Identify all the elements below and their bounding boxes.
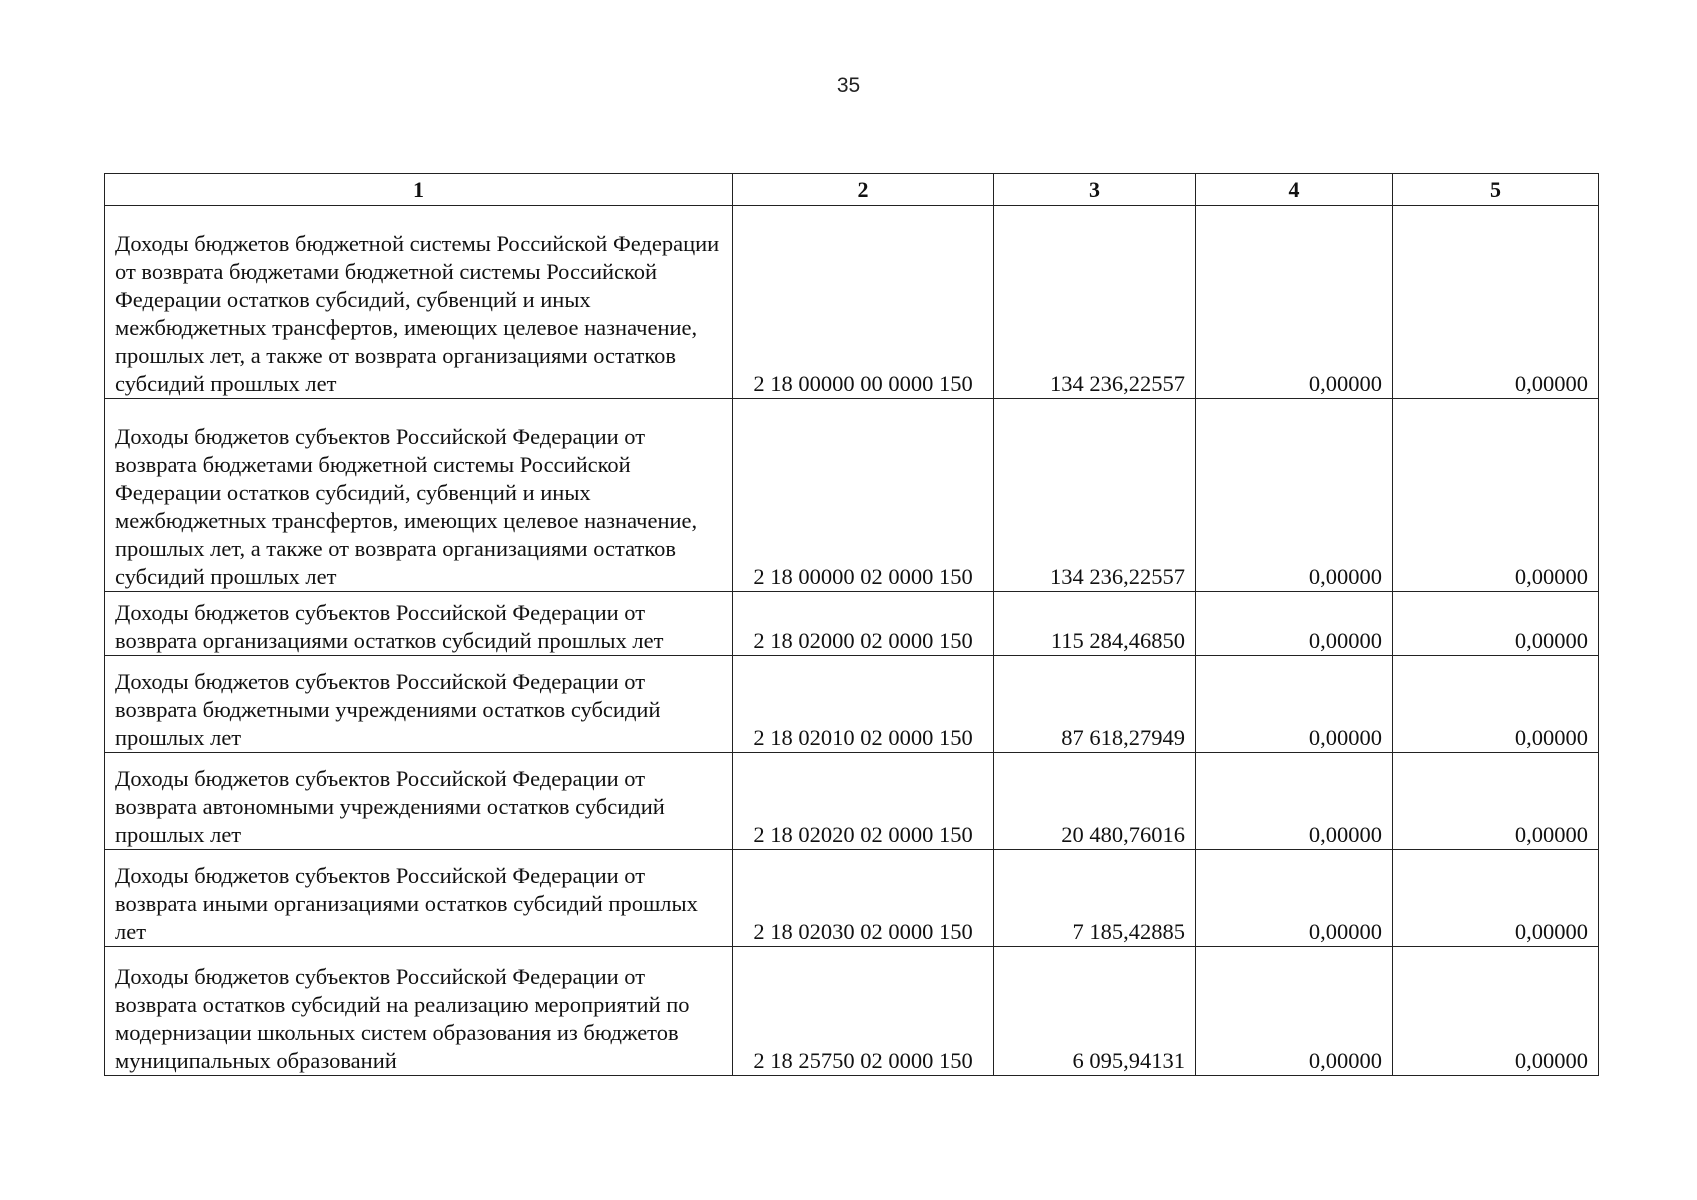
column-header-3: 3 xyxy=(994,174,1196,206)
amount-col5: 0,00000 xyxy=(1393,592,1599,656)
revenue-name: Доходы бюджетов бюджетной системы Российской Федерации от возврата бюджетами бюджетной системы Российской Федерации остатков субсидий, субвенций и иных межбюджетных трансфертов, имеющих целевое назначение, прошлых лет, а также от возврата организациями остатков субсидий прошлых лет xyxy=(105,206,733,399)
table-row xyxy=(105,850,1599,947)
amount-col3: 6 095,94131 xyxy=(994,947,1196,1076)
table-row xyxy=(105,947,1599,1076)
budget-classification-code: 2 18 02000 02 0000 150 xyxy=(733,592,994,656)
budget-classification-code: 2 18 02010 02 0000 150 xyxy=(733,656,994,753)
column-header-4: 4 xyxy=(1196,174,1393,206)
page-number: 35 xyxy=(836,74,861,97)
table-row xyxy=(105,656,1599,753)
amount-col3: 20 480,76016 xyxy=(994,753,1196,850)
amount-col5: 0,00000 xyxy=(1393,947,1599,1076)
amount-col4: 0,00000 xyxy=(1196,399,1393,592)
table-row xyxy=(105,753,1599,850)
budget-revenue-table xyxy=(104,173,1599,1076)
amount-col3: 7 185,42885 xyxy=(994,850,1196,947)
budget-classification-code: 2 18 00000 02 0000 150 xyxy=(733,399,994,592)
revenue-name: Доходы бюджетов субъектов Российской Федерации от возврата автономными учреждениями остатков субсидий прошлых лет xyxy=(105,753,733,850)
column-header-2: 2 xyxy=(733,174,994,206)
amount-col5: 0,00000 xyxy=(1393,656,1599,753)
budget-classification-code: 2 18 02030 02 0000 150 xyxy=(733,850,994,947)
table-row xyxy=(105,399,1599,592)
revenue-name: Доходы бюджетов субъектов Российской Федерации от возврата бюджетными учреждениями остатков субсидий прошлых лет xyxy=(105,656,733,753)
table-row xyxy=(105,206,1599,399)
amount-col4: 0,00000 xyxy=(1196,850,1393,947)
amount-col4: 0,00000 xyxy=(1196,206,1393,399)
amount-col5: 0,00000 xyxy=(1393,753,1599,850)
amount-col3: 134 236,22557 xyxy=(994,399,1196,592)
revenue-name: Доходы бюджетов субъектов Российской Федерации от возврата остатков субсидий на реализацию мероприятий по модернизации школьных систем образования из бюджетов муниципальных образований xyxy=(105,947,733,1076)
amount-col3: 115 284,46850 xyxy=(994,592,1196,656)
column-header-1: 1 xyxy=(105,174,733,206)
budget-classification-code: 2 18 02020 02 0000 150 xyxy=(733,753,994,850)
amount-col5: 0,00000 xyxy=(1393,850,1599,947)
column-header-5: 5 xyxy=(1393,174,1599,206)
amount-col3: 87 618,27949 xyxy=(994,656,1196,753)
amount-col4: 0,00000 xyxy=(1196,753,1393,850)
revenue-name: Доходы бюджетов субъектов Российской Федерации от возврата бюджетами бюджетной системы Российской Федерации остатков субсидий, субвенций и иных межбюджетных трансфертов, имеющих целевое назначение, прошлых лет, а также от возврата организациями остатков субсидий прошлых лет xyxy=(105,399,733,592)
amount-col5: 0,00000 xyxy=(1393,399,1599,592)
budget-classification-code: 2 18 25750 02 0000 150 xyxy=(733,947,994,1076)
table-row xyxy=(105,592,1599,656)
amount-col3: 134 236,22557 xyxy=(994,206,1196,399)
amount-col4: 0,00000 xyxy=(1196,656,1393,753)
revenue-name: Доходы бюджетов субъектов Российской Федерации от возврата организациями остатков субсидий прошлых лет xyxy=(105,592,733,656)
revenue-name: Доходы бюджетов субъектов Российской Федерации от возврата иными организациями остатков субсидий прошлых лет xyxy=(105,850,733,947)
amount-col4: 0,00000 xyxy=(1196,592,1393,656)
table-header-row xyxy=(105,174,1599,206)
budget-classification-code: 2 18 00000 00 0000 150 xyxy=(733,206,994,399)
amount-col4: 0,00000 xyxy=(1196,947,1393,1076)
amount-col5: 0,00000 xyxy=(1393,206,1599,399)
